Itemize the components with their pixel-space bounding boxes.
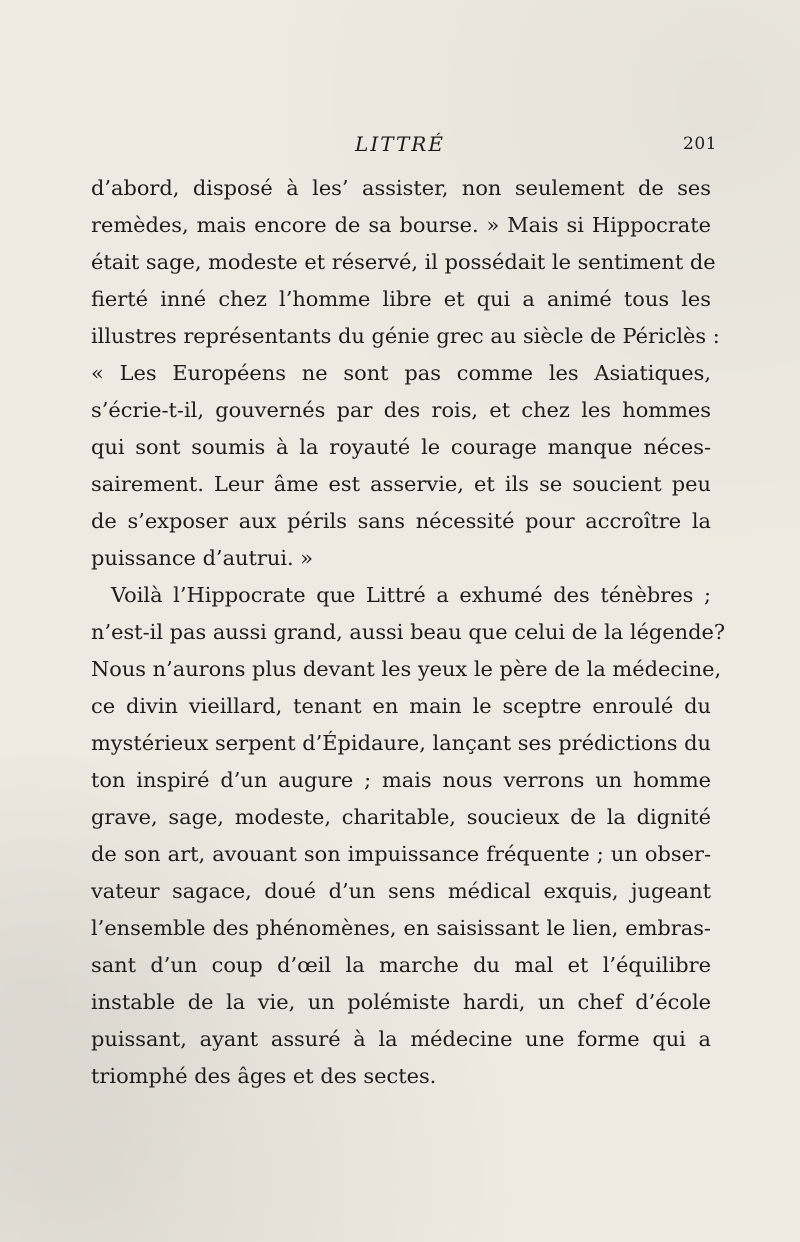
text-line: « Les Européens ne sont pas comme les Asiatiques, [91, 361, 711, 385]
text-line: vateur sagace, doué d’un sens médical exquis, jugeant [91, 879, 711, 903]
text-line: d’abord, disposé à les’ assister, non seulement de ses [91, 176, 711, 200]
text-line: triomphé des âges et des sectes. [91, 1064, 437, 1088]
page-number: 201 [683, 134, 717, 154]
text-line: mystérieux serpent d’Épidaure, lançant ses prédictions du [91, 731, 711, 755]
text-line: sairement. Leur âme est asservie, et ils se soucient peu [91, 472, 711, 496]
body-text [91, 170, 726, 1095]
text-line: illustres représentants du génie grec au siècle de Périclès : [91, 324, 720, 348]
text-line: remèdes, mais encore de sa bourse. » Mais si Hippocrate [91, 213, 711, 237]
text-line: qui sont soumis à la royauté le courage manque néces- [91, 435, 711, 459]
running-title: LITTRÉ [355, 132, 445, 156]
text-line: n’est-il pas aussi grand, aussi beau que celui de la légende? [91, 620, 726, 644]
text-line: instable de la vie, un polémiste hardi, un chef d’école [91, 990, 711, 1014]
text-line: sant d’un coup d’œil la marche du mal et l’équilibre [91, 953, 711, 977]
text-line: Voilà l’Hippocrate que Littré a exhumé des ténèbres ; [111, 583, 711, 607]
text-line: puissant, ayant assuré à la médecine une forme qui a [91, 1027, 711, 1051]
text-line: fierté inné chez l’homme libre et qui a animé tous les [91, 287, 711, 311]
text-line: ton inspiré d’un augure ; mais nous verrons un homme [91, 768, 711, 792]
text-line: grave, sage, modeste, charitable, soucieux de la dignité [91, 805, 711, 829]
text-line: ce divin vieillard, tenant en main le sceptre enroulé du [91, 694, 711, 718]
text-line: l’ensemble des phénomènes, en saisissant le lien, embras- [91, 916, 711, 940]
text-line: de s’exposer aux périls sans nécessité pour accroître la [91, 509, 711, 533]
text-line: de son art, avouant son impuissance fréquente ; un obser- [91, 842, 711, 866]
text-line: puissance d’autrui. » [91, 546, 314, 570]
text-line: s’écrie-t-il, gouvernés par des rois, et chez les hommes [91, 398, 711, 422]
text-line: était sage, modeste et réservé, il possédait le sentiment de [91, 250, 716, 274]
text-line: Nous n’aurons plus devant les yeux le père de la médecine, [91, 657, 722, 681]
